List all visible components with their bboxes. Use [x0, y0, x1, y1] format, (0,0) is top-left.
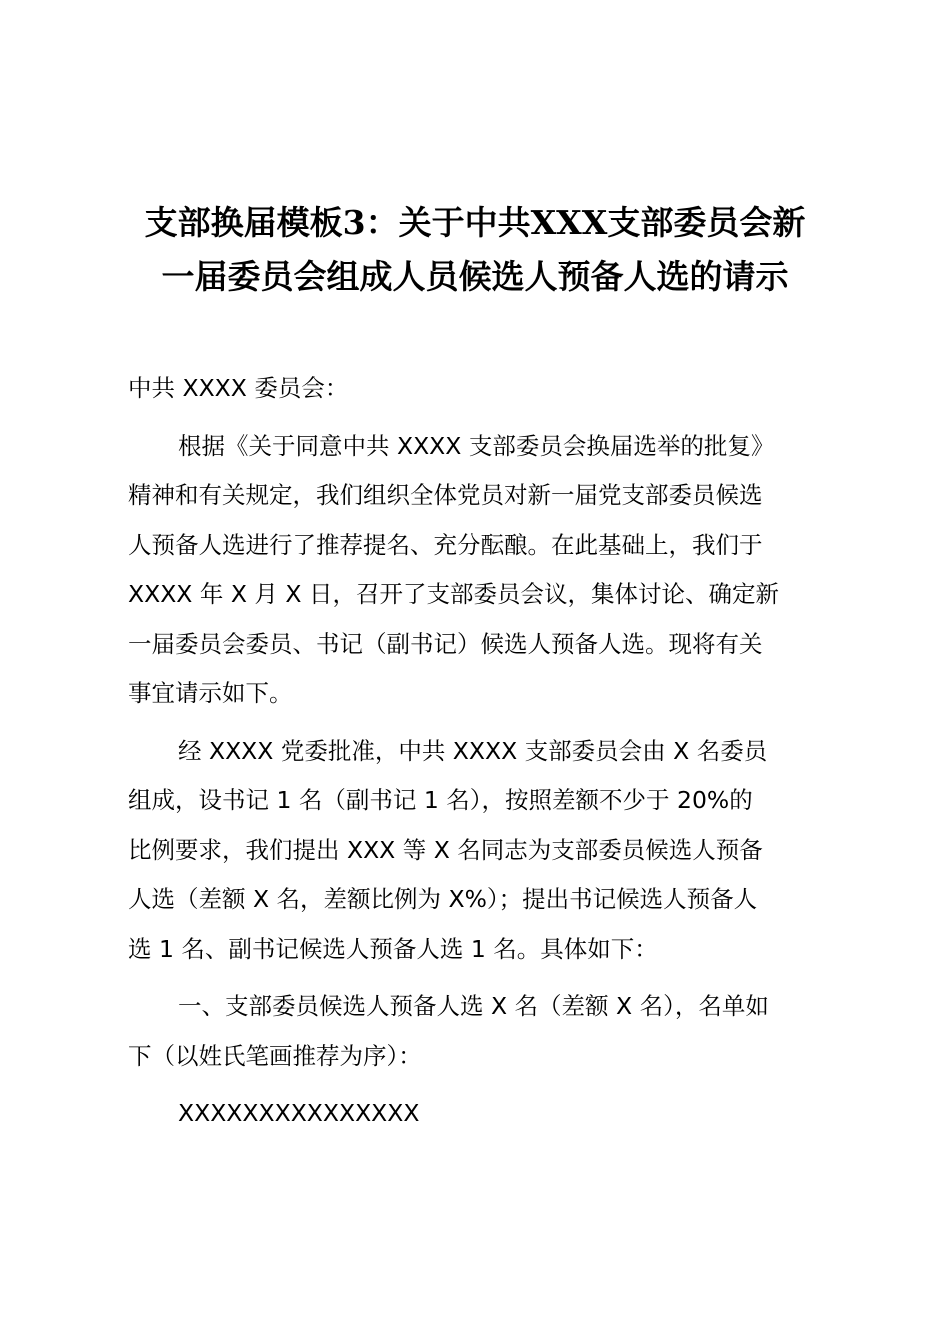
paragraph-line: 下（以姓氏笔画推荐为序）：	[128, 1041, 422, 1070]
paragraph-line: 精神和有关规定，我们组织全体党员对新一届党支部委员候选	[128, 481, 763, 509]
candidate-name-list: XXXXXXXXXXXXXXX	[178, 1099, 420, 1127]
paragraph-line: 人选（差额 X 名，差额比例为 X%）；提出书记候选人预备人	[128, 885, 758, 913]
paragraph-line: 事宜请示如下。	[128, 679, 293, 707]
paragraph-line: 一、支部委员候选人预备人选 X 名（差额 X 名），名单如	[178, 992, 769, 1020]
paragraph-request-basis	[128, 422, 828, 719]
title-line-2: 一届委员会组成人员候选人预备人选的请示	[161, 257, 789, 296]
paragraph-line: 选 1 名、副书记候选人预备人选 1 名。具体如下：	[128, 934, 658, 963]
paragraph-line: 一届委员会委员、书记（副书记）候选人预备人选。现将有关	[128, 629, 763, 658]
paragraph-candidate-list-heading	[128, 982, 828, 1081]
paragraph-approval	[128, 727, 828, 975]
paragraph-line: 根据《关于同意中共 XXXX 支部委员会换届选举的批复》	[178, 431, 775, 460]
salutation: 中共 XXXX 委员会：	[128, 374, 349, 402]
paragraph-line: 组成，设书记 1 名（副书记 1 名），按照差额不少于 20%的	[128, 786, 753, 814]
paragraph-line: 经 XXXX 党委批准，中共 XXXX 支部委员会由 X 名委员	[178, 736, 768, 765]
paragraph-line: 比例要求，我们提出 XXX 等 X 名同志为支部委员候选人预备	[128, 835, 763, 864]
title-line-1: 支部换届模板3：关于中共XXX支部委员会新	[144, 203, 806, 242]
paragraph-line: 人预备人选进行了推荐提名、充分酝酿。在此基础上，我们于	[128, 530, 763, 559]
document-body	[128, 364, 828, 1139]
document-title	[100, 196, 850, 304]
paragraph-line: XXXX 年 X 月 X 日，召开了支部委员会议，集体讨论、确定新	[128, 580, 779, 608]
